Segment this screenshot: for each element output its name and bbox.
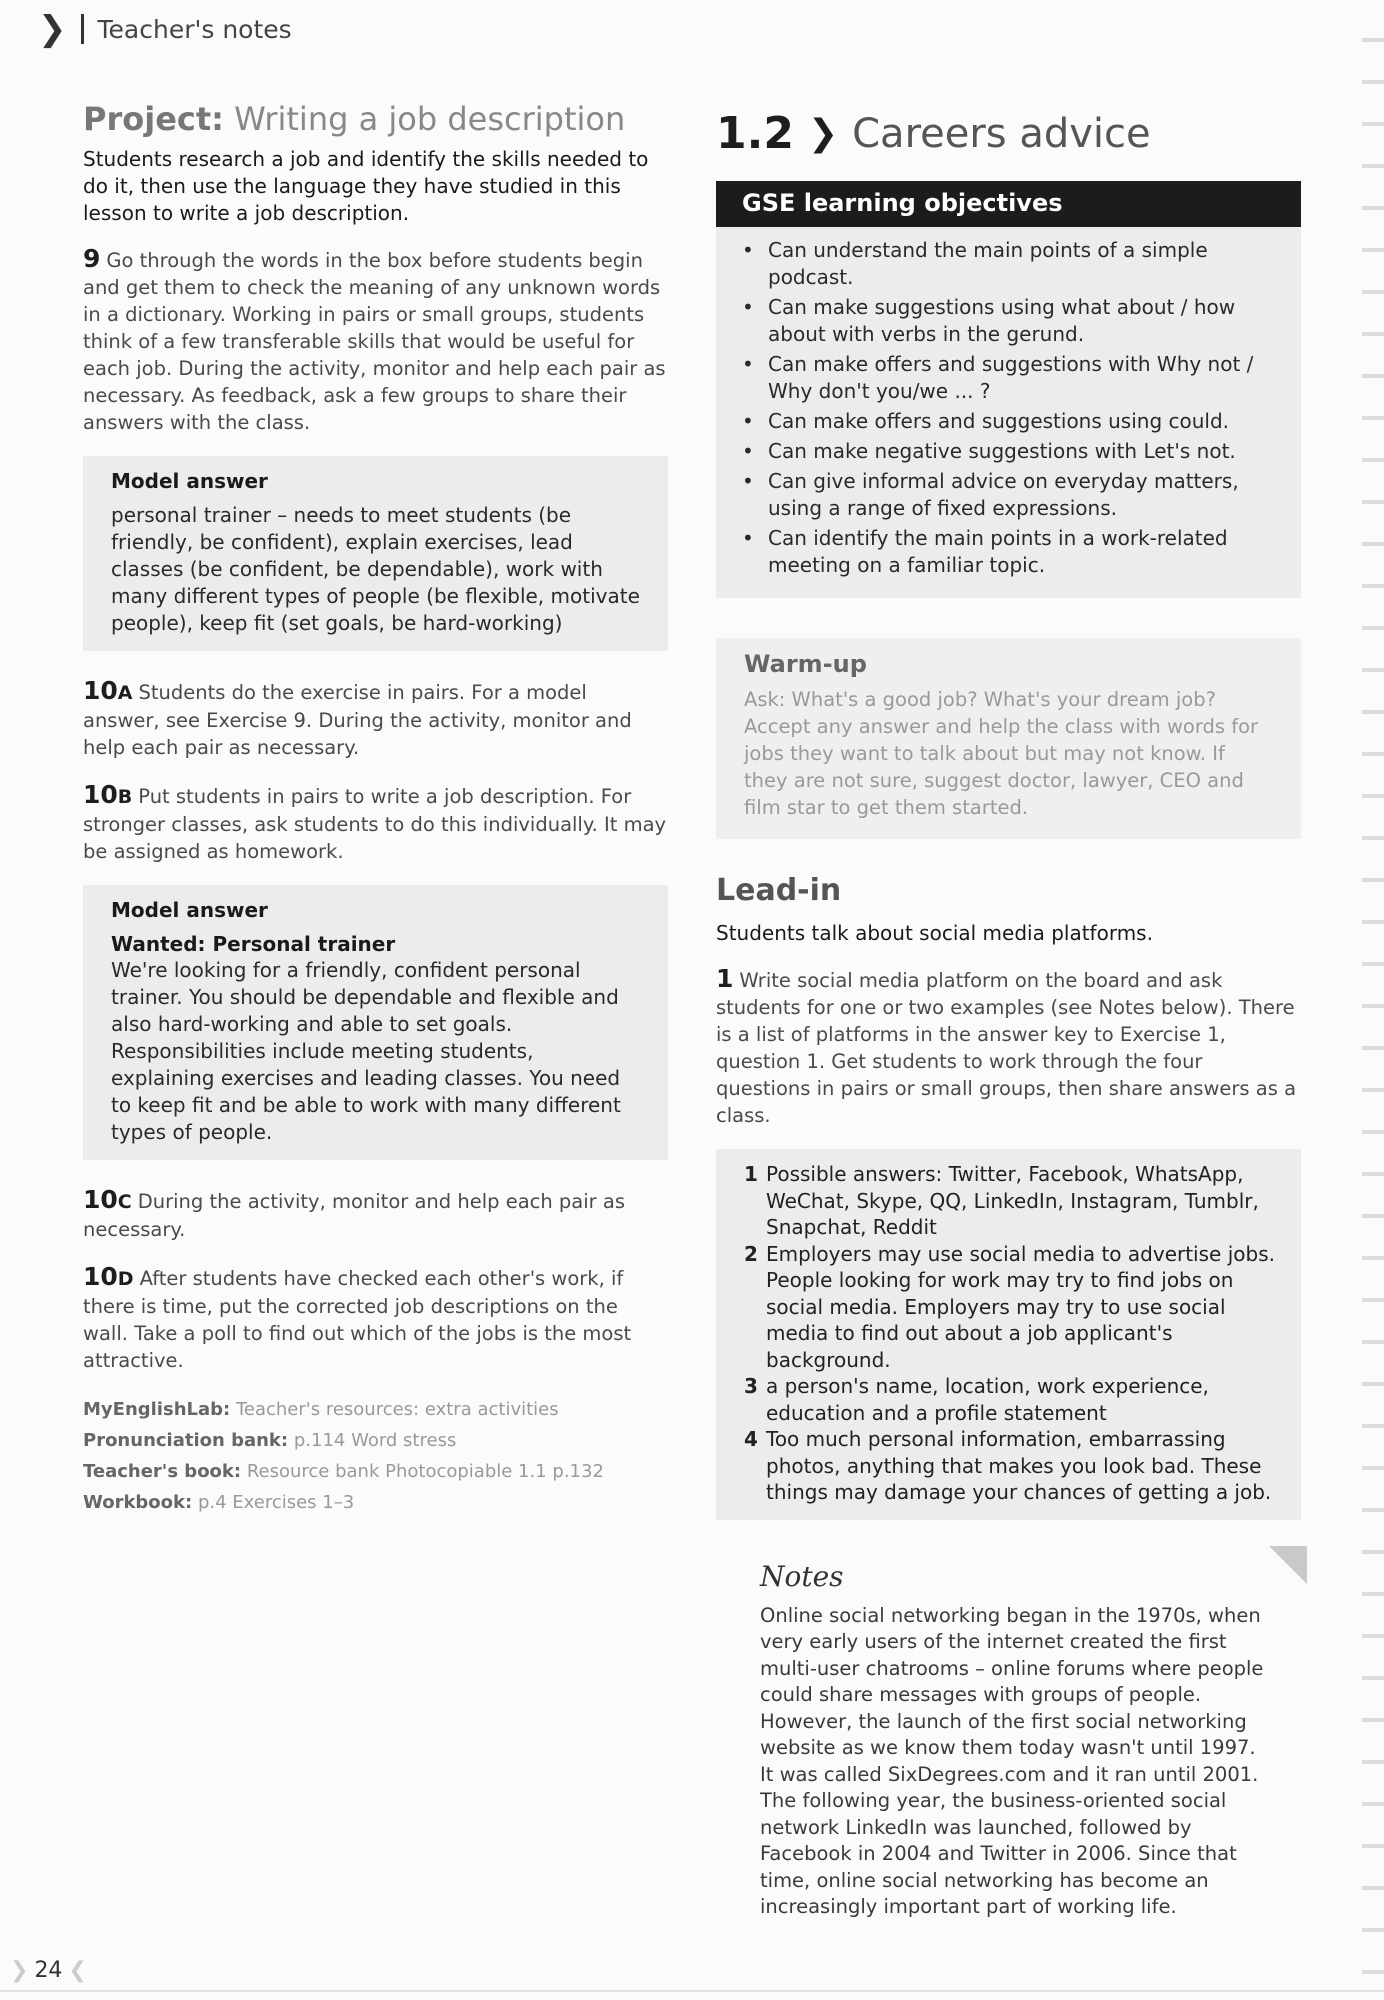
list-item xyxy=(742,294,1281,348)
resource-label: Pronunciation bank: xyxy=(83,1430,289,1451)
exercise-9 xyxy=(83,245,668,436)
model-answer-title: Model answer xyxy=(111,898,268,922)
lead-in-title: Lead-in xyxy=(716,873,842,908)
answer-text: Possible answers: Twitter, Facebook, WhatsApp, WeChat, Skype, QQ, LinkedIn, Instagram, Tumblr, Snapchat, Reddit xyxy=(766,1162,1259,1239)
gse-item-text: Can make suggestions using what about / how about with verbs in the gerund. xyxy=(768,295,1236,346)
page-edge-marks xyxy=(1362,0,1384,2000)
bullet-icon: • xyxy=(742,409,754,433)
project-title: Writing a job description xyxy=(234,100,626,138)
gse-item-text: Can make offers and suggestions using could. xyxy=(768,409,1230,433)
exercise-number xyxy=(83,1262,134,1291)
list-item xyxy=(744,1241,1287,1374)
exercise-text: Students do the exercise in pairs. For a model answer, see Exercise 9. During the activity, monitor and help each pair as necessary. xyxy=(83,681,632,759)
exercise-number: 1 xyxy=(716,964,734,993)
exercise-10c xyxy=(83,1186,668,1243)
gse-item-text: Can make offers and suggestions with Why not / Why don't you/we ... ? xyxy=(768,352,1254,403)
warm-up-text: Ask: What's a good job? What's your dream job? Accept any answer and help the class with words for jobs they want to talk about but may not know. If they are not sure, suggest doctor, lawyer, CEO and film star to get them started. xyxy=(744,688,1259,819)
list-item xyxy=(744,1161,1287,1241)
exercise-text: Go through the words in the box before students begin and get them to check the meaning of any unknown words in a dictionary. Working in pairs or small groups, students think of a few transferable skills that would be useful for each job. During the activity, monitor and help each pair as necessary. As feedback, ask a few groups to share their answers with the class. xyxy=(83,249,666,434)
header-title: Teacher's notes xyxy=(97,14,292,44)
answer-text: Employers may use social media to advertise jobs. People looking for work may try to find jobs on social media. Employers may try to use social media to find out about a job applicant's background. xyxy=(766,1241,1275,1372)
page-footer xyxy=(10,1958,87,1983)
exercise-number-digits: 10 xyxy=(83,1185,118,1214)
warm-up-box xyxy=(716,638,1301,839)
resource-value: p.114 Word stress xyxy=(293,1430,457,1451)
answer-text: Too much personal information, embarrassing photos, anything that makes you look bad. These things may damage your chances of getting a job. xyxy=(766,1427,1272,1504)
gse-item-text: Can identify the main points in a work-related meeting on a familiar topic. xyxy=(768,526,1228,577)
answer-text: a person's name, location, work experience, education and a profile statement xyxy=(766,1374,1209,1425)
answer-key-box xyxy=(716,1149,1301,1520)
list-item xyxy=(742,351,1281,405)
resource-item xyxy=(83,1487,668,1518)
exercise-text: Put students in pairs to write a job description. For stronger classes, ask students to do this individually. It may be assigned as homework. xyxy=(83,785,667,863)
gse-item-text: Can give informal advice on everyday matters, using a range of fixed expressions. xyxy=(768,469,1239,520)
model-answer-text: personal trainer – needs to meet students (be friendly, be confident), explain exercises, lead classes (be confident, be dependable), work with many different types of people (be flexible, motivate people), keep fit (set goals, be hard-working) xyxy=(111,503,640,635)
lead-in-intro: Students talk about social media platforms. xyxy=(716,921,1153,945)
project-intro: Students research a job and identify the skills needed to do it, then use the language they have studied in this lesson to write a job description. xyxy=(83,147,649,225)
notes-box xyxy=(716,1560,1301,1921)
model-answer-subtitle: Wanted: Personal trainer xyxy=(111,932,396,956)
gse-objectives-header: GSE learning objectives xyxy=(716,181,1301,227)
exercise-number-digits: 10 xyxy=(83,780,118,809)
page-header xyxy=(38,9,292,49)
bullet-icon: • xyxy=(742,295,754,319)
exercise-letter: D xyxy=(117,1268,134,1290)
left-column xyxy=(83,100,668,1518)
chevron-right-icon: ❯ xyxy=(10,1958,29,1983)
list-item xyxy=(742,237,1281,291)
project-heading xyxy=(83,100,668,138)
list-item xyxy=(742,468,1281,522)
list-item xyxy=(742,438,1281,465)
unit-number: 1.2 xyxy=(716,108,794,159)
model-answer-text: We're looking for a friendly, confident personal trainer. You should be dependable and flexible and also hard-working and able to set goals. Responsibilities include meeting students, explaining exercises and leading classes. You need to keep fit and be able to work with many different types of people. xyxy=(111,958,621,1144)
list-item xyxy=(744,1426,1287,1506)
answer-number: 2 xyxy=(744,1241,758,1266)
chevron-left-icon: ❮ xyxy=(68,1958,87,1983)
bullet-icon: • xyxy=(742,526,754,550)
resources-list xyxy=(83,1394,668,1518)
exercise-10d xyxy=(83,1263,668,1374)
gse-item-text: Can understand the main points of a simple podcast. xyxy=(768,238,1208,289)
resource-item xyxy=(83,1394,668,1425)
exercise-letter: B xyxy=(117,786,133,808)
bullet-icon: • xyxy=(742,238,754,262)
resource-value: Resource bank Photocopiable 1.1 p.132 xyxy=(246,1461,604,1482)
project-label: Project: xyxy=(83,100,224,138)
gse-item-text: Can make negative suggestions with Let's not. xyxy=(768,439,1236,463)
gse-objectives-list xyxy=(716,227,1301,598)
resource-label: Workbook: xyxy=(83,1492,193,1513)
answer-number: 1 xyxy=(744,1162,758,1186)
unit-heading xyxy=(716,108,1301,159)
exercise-number xyxy=(83,676,133,705)
list-item xyxy=(744,1373,1287,1426)
bullet-icon: • xyxy=(742,352,754,376)
exercise-number-digits: 10 xyxy=(83,676,118,705)
notes-text: Online social networking began in the 1970s, when very early users of the internet created the first multi-user chatrooms – online forums where people could share messages with groups of people. However, the launch of the first social networking website as we know them today wasn't until 1997. It was called SixDegrees.com and it ran until 2001. The following year, the business-oriented social network LinkedIn was launched, followed by Facebook in 2004 and Twitter in 2006. Since that time, online social networking has become an increasingly important part of working life. xyxy=(760,1603,1264,1918)
resource-label: MyEnglishLab: xyxy=(83,1399,231,1420)
exercise-10a xyxy=(83,677,668,761)
list-item xyxy=(742,525,1281,579)
exercise-text: After students have checked each other's work, if there is time, put the corrected job descriptions on the wall. Take a poll to find out which of the jobs is the most attractive. xyxy=(83,1267,632,1372)
exercise-text: During the activity, monitor and help each pair as necessary. xyxy=(83,1190,625,1241)
exercise-letter: A xyxy=(117,682,133,704)
right-column xyxy=(716,108,1301,1921)
resource-value: p.4 Exercises 1–3 xyxy=(197,1492,355,1513)
exercise-number xyxy=(83,1185,132,1214)
model-answer-title: Model answer xyxy=(111,469,268,493)
chevron-right-icon: ❯ xyxy=(38,9,67,49)
unit-title: Careers advice xyxy=(852,110,1151,157)
exercise-number: 9 xyxy=(83,244,101,273)
answer-number: 3 xyxy=(744,1374,758,1398)
exercise-number-digits: 10 xyxy=(83,1262,118,1291)
exercise-letter: C xyxy=(117,1191,132,1213)
warm-up-title: Warm-up xyxy=(744,650,867,678)
exercise-number xyxy=(83,780,132,809)
notes-title: Notes xyxy=(760,1559,844,1593)
answer-number: 4 xyxy=(744,1427,758,1451)
resource-value: Teacher's resources: extra activities xyxy=(235,1399,559,1420)
resource-item xyxy=(83,1425,668,1456)
model-answer-box xyxy=(83,885,668,1160)
resource-item xyxy=(83,1456,668,1487)
header-divider xyxy=(81,14,84,44)
bullet-icon: • xyxy=(742,439,754,463)
chevron-right-icon: ❯ xyxy=(807,113,839,154)
model-answer-box xyxy=(83,456,668,651)
footer-divider xyxy=(0,1990,1384,1992)
page-number: 24 xyxy=(34,1958,63,1983)
bullet-icon: • xyxy=(742,469,754,493)
list-item xyxy=(742,408,1281,435)
exercise-1 xyxy=(716,965,1301,1129)
exercise-10b xyxy=(83,781,668,865)
exercise-text: Write social media platform on the board and ask students for one or two examples (see Notes below). There is a list of platforms in the answer key to Exercise 1, question 1. Get students to work through the four questions in pairs or small groups, then share answers as a class. xyxy=(716,969,1297,1127)
page-fold-icon xyxy=(1269,1546,1307,1584)
resource-label: Teacher's book: xyxy=(83,1461,242,1482)
